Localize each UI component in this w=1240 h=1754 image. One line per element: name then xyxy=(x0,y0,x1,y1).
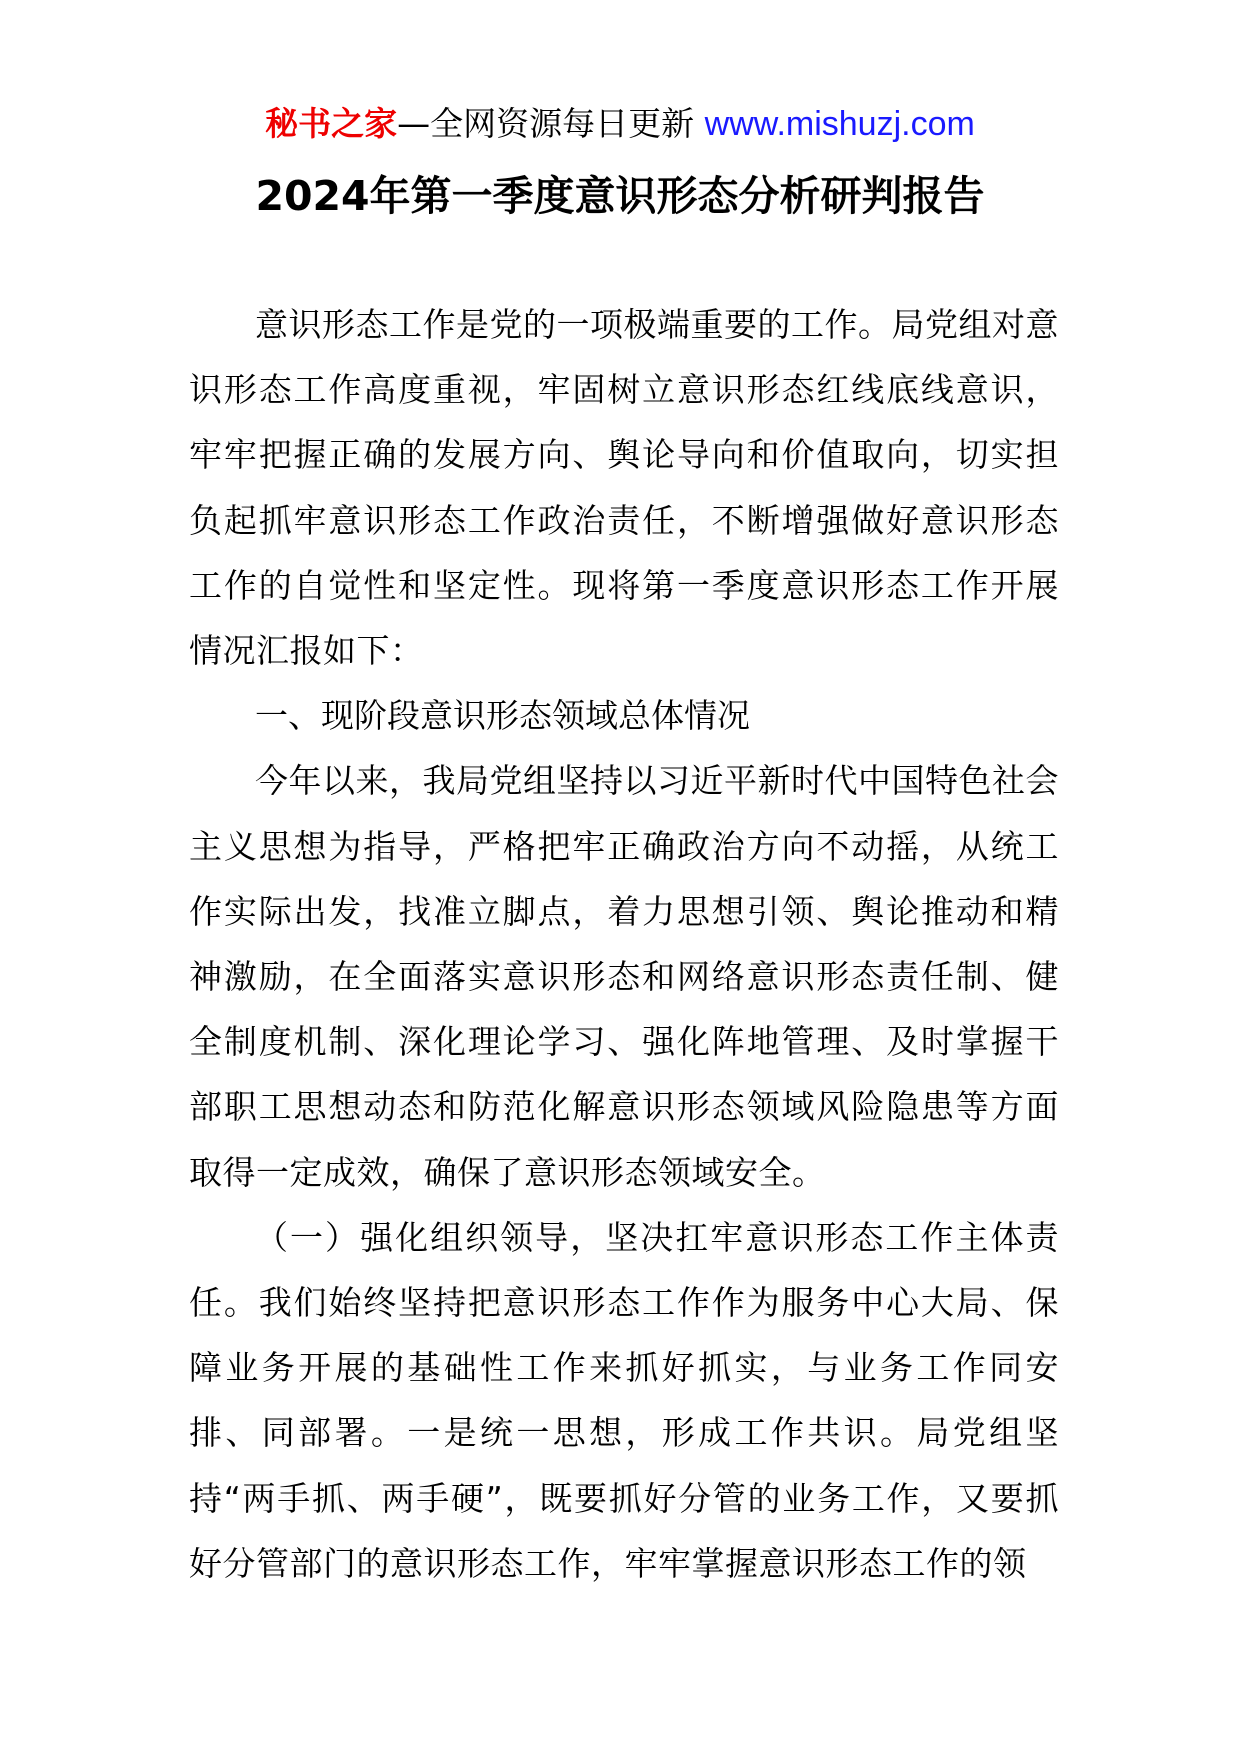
site-url-link[interactable]: www.mishuzj.com xyxy=(704,105,975,143)
site-header xyxy=(0,98,1240,150)
document-body xyxy=(189,292,1059,1596)
overview-paragraph: 今年以来，我局党组坚持以习近平新时代中国特色社会主义思想为指导，严格把牢正确政治方向不动摇，从统工作实际出发，找准立脚点，着力思想引领、舆论推动和精神激励，在全面落实意识形态和网络意识形态责任制、健全制度机制、深化理论学习、强化阵地管理、及时掌握干部职工思想动态和防范化解意识形态领域风险隐患等方面取得一定成效，确保了意识形态领域安全。 xyxy=(189,761,1059,1192)
intro-paragraph: 意识形态工作是党的一项极端重要的工作。局党组对意识形态工作高度重视，牢固树立意识形态红线底线意识，牢牢把握正确的发展方向、舆论导向和价值取向，切实担负起抓牢意识形态工作政治责任，不断增强做好意识形态工作的自觉性和坚定性。现将第一季度意识形态工作开展情况汇报如下： xyxy=(189,305,1059,671)
site-tagline: —全网资源每日更新 xyxy=(397,104,705,143)
section-heading: 一、现阶段意识形态领域总体情况 xyxy=(255,696,750,736)
site-name: 秘书之家 xyxy=(265,104,398,143)
document-title: 2024年第一季度意识形态分析研判报告 xyxy=(255,172,985,220)
subsection-paragraph: （一）强化组织领导，坚决扛牢意识形态工作主体责任。我们始终坚持把意识形态工作作为服务中心大局、保障业务开展的基础性工作来抓好抓实，与业务工作同安排、同部署。一是统一思想，形成工作共识。局党组坚持“两手抓、两手硬”，既要抓好分管的业务工作，又要抓好分管部门的意识形态工作，牢牢掌握意识形态工作的领 xyxy=(189,1217,1059,1583)
